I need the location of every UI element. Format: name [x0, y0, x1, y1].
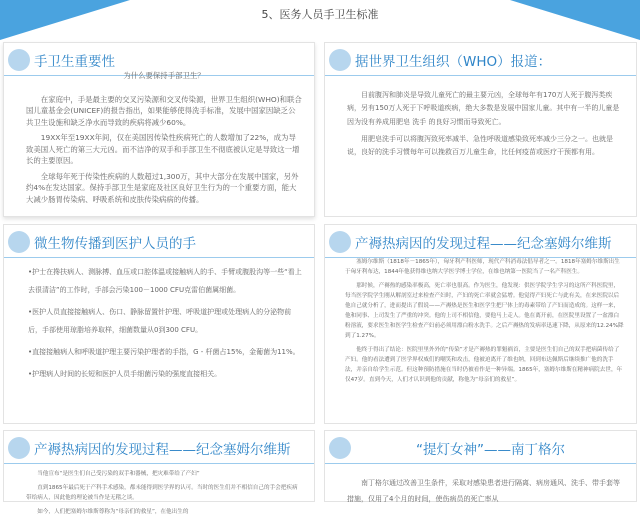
panel-header [325, 43, 636, 71]
panel-title: 产褥热病因的发现过程——纪念塞姆尔维斯 [355, 236, 612, 252]
panel-who-report [324, 42, 637, 217]
circle-icon [329, 231, 351, 253]
panel-semmelweis-discovery [324, 224, 637, 424]
circle-icon [329, 49, 351, 71]
panel-title: 产褥热病因的发现过程——纪念塞姆尔维斯 [34, 442, 291, 458]
panel-divider [4, 257, 314, 258]
list-item: •直接接触病人和呼吸道护理主要污染护理者的手指，G - 杆菌占15%，金葡菌为11%。 [28, 348, 300, 356]
panel-title: 据世界卫生组织（WHO）报道： [355, 54, 552, 70]
panel-body [26, 70, 302, 209]
panel-body [28, 263, 302, 387]
header-bar [0, 0, 640, 40]
panel-microbe-transmission [3, 224, 315, 424]
list-item: •护理病人时间的长短和医护人员手细菌污染的强度直接相关。 [28, 370, 222, 378]
panel-body [345, 257, 624, 389]
circle-icon [8, 231, 30, 253]
panel-divider [4, 463, 314, 464]
panel-divider [325, 75, 636, 76]
panel-title: 微生物传播到医护人员的手 [34, 236, 196, 252]
panel-body [347, 475, 624, 511]
panel-title: 手卫生重要性 [34, 54, 115, 70]
panel-semmelweis-continued [3, 430, 315, 515]
paragraph: 塞姆尔维斯（1818年－1865年），匈牙利产科医师，现代产科消毒法倡导者之一。1818年塞姆尔维斯出生于匈牙利布达，1844年他获得维也纳大学医学博士学位，在维也纳第一医院当了一名产科医生。 [345, 259, 620, 275]
paragraph: 在家庭中，手是最主要的交叉污染源和交叉传染源，世界卫生组织(WHO)和联合国儿童基金会(UNICEF)的报告指出，如果能够使得洗手标准，发展中国家因缺乏公共卫生设施和缺乏净水而导致的疾病将减少60%。 [26, 94, 302, 127]
panel-title: “提灯女神”——南丁格尔 [416, 442, 565, 458]
paragraph: 他终于得出了结论：医院里里外外的“传染”才是产褥热的罪魁祸首，主要是医生们自己的双手把病菌传给了产妇。他的看法遭到了医学界权威们的嘲笑和攻击，他被迫离开了维也纳，回到布达佩斯后继续推广他的洗手法，并亲自给学生示范。但这种预防措施在当时仍被看作是一种异端。1865年，塞姆尔维斯在精神病院去世，年仅47岁。直到今天，人们才认识到他的贡献，称他为“母亲们的救星”。 [345, 347, 623, 383]
list-item: •护士在搀扶病人、测脉搏、血压或口腔体温或接触病人的手、手臂或腹股沟等一些“看上去很清洁”的工作时，手部会污染100－1000 CFU克雷伯菌属细菌。 [28, 268, 302, 294]
panel-header [4, 431, 314, 459]
panel-hand-hygiene-importance [3, 42, 315, 217]
paragraph: 南丁格尔通过改善卫生条件，采取对感染患者进行隔离、病房通风、洗手、带手套等措施，仅用了4个月的时间，使伤病员的死亡率从 [347, 479, 620, 503]
paragraph: 如今，人们把塞姆尔维斯尊称为“母亲们的救星”，在他出生的 [37, 509, 189, 515]
panel-nightingale [324, 430, 637, 502]
list-item: •医护人员直接接触病人、伤口、静脉留置针护理、呼吸道护理或处理病人的分泌物前后，手部使用琼脂培养取样，细菌数量从0到300 CFU。 [28, 308, 292, 334]
circle-icon [8, 49, 30, 71]
paragraph: 19XX年至19XX年间，仅在美国因传染性疾病死亡的人数增加了22%，成为导致美国人死亡的第三大元凶。而不洁净的双手和手部卫生不彻底被认定是导致这一增长的主要原因。 [26, 133, 300, 165]
paragraph: 全球每年死于传染性疾病的人数超过1,300万，其中大部分在发展中国家，另外约4%在发达国家。保持手部卫生是家庭及社区良好卫生行为的一个重要方面，能大大减少肠胃传染病、呼吸系统和皮肤传染病病的传播。 [26, 171, 299, 204]
panel-header [4, 225, 314, 253]
paragraph: 用肥皂洗手可以将腹泻致死率减半、急性呼吸道感染致死率减少三分之一。也就是说，良好的洗手习惯每年可以挽救百万儿童生命，比任何疫苗或医疗干预都有用。 [347, 134, 613, 157]
header-title: 5、医务人员手卫生标准 [261, 8, 379, 21]
panel-header [325, 431, 636, 459]
panel-header [4, 43, 314, 71]
paragraph: 目前腹泻和肺炎是导致儿童死亡的最主要元凶，全球每年有170万人死于腹泻类疾病，另有150万人死于下呼吸道疾病，绝大多数是发展中国家儿童。其中有一半的儿童是因为没有养成用肥皂 洗手 的良好习惯而导致死亡。 [347, 91, 620, 126]
panel-body [26, 469, 302, 521]
paragraph: 当他宣布“是医生们自己受污染的双手和器械，把灾难带给了产妇” [37, 471, 200, 477]
paragraph: 那时候，产褥热的感染率极高，死亡率也很高。作为医生，他发现：供医学院学生学习的这所产科医院里，每当医学院学生刚从解剖室过来检查产妇时，产妇的死亡率就会猛增。他觉得产妇死亡与此有关，在来医院以后他自己就分析了，进而提出了假说——产褥热是医生和医学生把尸体上的毒素带给了产妇而造成的。这样一来，他和同事、上司发生了严重的冲突。他的上司不相信他，要他马上走人。他在离开前，在医院里设置了一盆漂白粉溶液，要求医生和医学生检查产妇前必须用漂白粉水洗手。之后产褥热的发病率迅速下降，从原来的12.24%降到了1.27%。 [345, 283, 624, 339]
circle-icon [8, 437, 30, 459]
paragraph: 直到1865年最后死于产科手术感染，都未能得到医学界的认可。当时的医生们并不相信自己的手会把疾病带给病人，因此他的理论被当作是无稽之谈。 [26, 485, 298, 501]
panel-subtitle: 为什么要保持手部卫生？ [123, 71, 205, 80]
panel-body [347, 89, 624, 163]
panel-divider [325, 463, 636, 464]
panel-header [325, 225, 636, 253]
